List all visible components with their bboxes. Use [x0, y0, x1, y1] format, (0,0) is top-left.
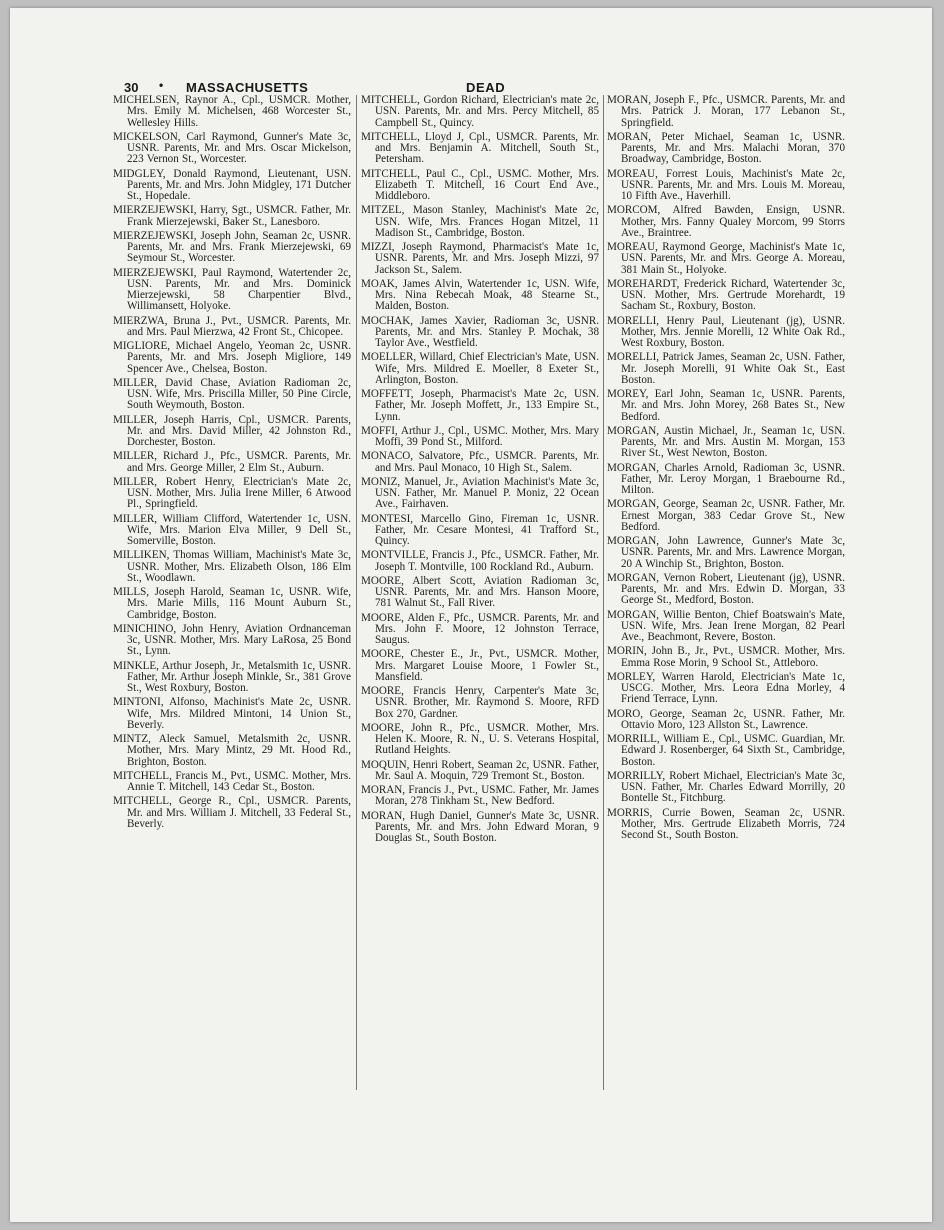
casualty-entry: MORGAN, Willie Benton, Chief Boatswain's Mate, USN. Wife, Mrs. Jean Irene Morgan, 82 Pearl Ave., Beachmont, Revere, Boston.: [607, 608, 845, 643]
casualty-entry: MICKELSON, Carl Raymond, Gunner's Mate 3c, USNR. Parents, Mr. and Mrs. Oscar Mickelson, 223 Vernon St., Worcester.: [113, 130, 351, 166]
casualty-entry: MIERZEJEWSKI, Joseph John, Seaman 2c, USNR. Parents, Mr. and Mrs. Frank Mierzejewski, 69 Seymour St., Worcester.: [113, 229, 351, 265]
casualty-entry: MILLIKEN, Thomas William, Machinist's Mate 3c, USNR. Mother, Mrs. Elizabeth Olson, 186 Elm St., Woodlawn.: [113, 549, 351, 584]
casualty-entry: MILLER, Joseph Harris, Cpl., USMCR. Parents, Mr. and Mrs. David Miller, 42 Johnston Rd., Dorchester, Boston.: [113, 413, 351, 448]
casualty-entry: MORIN, John B., Jr., Pvt., USMCR. Mother, Mrs. Emma Rose Morin, 9 School St., Attleboro.: [607, 645, 845, 669]
casualty-entry: MORCOM, Alfred Bawden, Ensign, USNR. Mother, Mrs. Fanny Qualey Morcom, 99 Storrs Ave., Braintree.: [607, 204, 845, 239]
casualty-entry: MORO, George, Seaman 2c, USNR. Father, Mr. Ottavio Moro, 123 Allston St., Lawrence.: [607, 707, 845, 731]
casualty-entry: MITCHELL, Francis M., Pvt., USMC. Mother, Mrs. Annie T. Mitchell, 143 Cedar St., Boston.: [113, 769, 351, 793]
casualty-entry: MORAN, Joseph F., Pfc., USMCR. Parents, Mr. and Mrs. Patrick J. Moran, 177 Lebanon St., Springfield.: [607, 94, 845, 129]
casualty-entry: MORAN, Hugh Daniel, Gunner's Mate 3c, USNR. Parents, Mr. and Mrs. John Edward Moran, 9 Douglas St., South Boston.: [361, 809, 599, 844]
column-divider: [603, 95, 604, 1090]
casualty-entry: MORRILLY, Robert Michael, Electrician's Mate 3c, USN. Father, Mr. Charles Edward Morrilly, 20 Bontelle St., Fitchburg.: [607, 769, 845, 805]
casualty-entry: MOORE, Alden F., Pfc., USMCR. Parents, Mr. and Mrs. John F. Moore, 12 Johnston Terrace, Saugus.: [361, 611, 599, 646]
casualty-entry: MORAN, Peter Michael, Seaman 1c, USNR. Parents, Mr. and Mrs. Malachi Moran, 370 Broadway, Cambridge, Boston.: [607, 130, 845, 166]
casualty-entry: MORRIS, Currie Bowen, Seaman 2c, USNR. Mother, Mrs. Gertrude Elizabeth Morris, 724 Second St., South Boston.: [607, 806, 845, 841]
casualty-entry: MINICHINO, John Henry, Aviation Ordnanceman 3c, USNR. Mother, Mrs. Mary LaRosa, 25 Bond St., Lynn.: [113, 622, 351, 658]
casualty-entry: MOCHAK, James Xavier, Radioman 3c, USNR. Parents, Mr. and Mrs. Stanley P. Mochak, 38 Taylor Ave., Westfield.: [361, 314, 599, 349]
casualty-entry: MOELLER, Willard, Chief Electrician's Mate, USN. Wife, Mrs. Mildred E. Moeller, 8 Exeter St., Arlington, Boston.: [361, 351, 599, 386]
column-2: [361, 95, 599, 847]
casualty-entry: MINTZ, Aleck Samuel, Metalsmith 2c, USNR. Mother, Mrs. Mary Mintz, 29 Mt. Hood Rd., Brighton, Boston.: [113, 733, 351, 768]
header-bullet: •: [159, 78, 164, 92]
casualty-entry: MOAK, James Alvin, Watertender 1c, USN. Wife, Mrs. Nina Rebecah Moak, 48 Stearne St., Malden, Boston.: [361, 277, 599, 313]
casualty-entry: MILLER, William Clifford, Watertender 1c, USN. Wife, Mrs. Marion Elva Miller, 9 Dell St., Somerville, Boston.: [113, 512, 351, 547]
casualty-entry: MORGAN, John Lawrence, Gunner's Mate 3c, USNR. Parents, Mr. and Mrs. Lawrence Morgan, 20 A Winchip St., Brighton, Boston.: [607, 535, 845, 570]
casualty-entry: MILLER, Robert Henry, Electrician's Mate 2c, USN. Mother, Mrs. Julia Irene Miller, 6 Atwood Pl., Springfield.: [113, 475, 351, 511]
casualty-entry: MITCHELL, George R., Cpl., USMCR. Parents, Mr. and Mrs. William J. Mitchell, 33 Federal St., Beverly.: [113, 795, 351, 830]
casualty-entry: MOREHARDT, Frederick Richard, Watertender 3c, USN. Mother, Mrs. Gertrude Morehardt, 19 Sacham St., Roxbury, Boston.: [607, 277, 845, 313]
section-title: DEAD: [466, 80, 506, 95]
casualty-entry: MITCHELL, Lloyd J, Cpl., USMCR. Parents, Mr. and Mrs. Benjamin A. Mitchell, South St., Petersham.: [361, 130, 599, 166]
casualty-entry: MIERZWA, Bruna J., Pvt., USMCR. Parents, Mr. and Mrs. Paul Mierzwa, 42 Front St., Chicopee.: [113, 314, 351, 338]
casualty-entry: MORGAN, Vernon Robert, Lieutenant (jg), USNR. Parents, Mr. and Mrs. Edwin D. Morgan, 33 George St., Medford, Boston.: [607, 571, 845, 607]
casualty-entry: MOORE, Francis Henry, Carpenter's Mate 3c, USNR. Brother, Mr. Raymond S. Moore, RFD Box 270, Gardner.: [361, 685, 599, 720]
casualty-entry: MILLS, Joseph Harold, Seaman 1c, USNR. Wife, Mrs. Marie Mills, 116 Mount Auburn St., Cambridge, Boston.: [113, 586, 351, 621]
casualty-entry: MONACO, Salvatore, Pfc., USMCR. Parents, Mr. and Mrs. Paul Monaco, 10 High St., Salem.: [361, 450, 599, 474]
casualty-entry: MORELLI, Henry Paul, Lieutenant (jg), USNR. Mother, Mrs. Jennie Morelli, 12 White Oak Rd., West Roxbury, Boston.: [607, 314, 845, 349]
casualty-entry: MORAN, Francis J., Pvt., USMC. Father, Mr. James Moran, 278 Tinkham St., New Bedford.: [361, 784, 599, 808]
casualty-entry: MOFFI, Arthur J., Cpl., USMC. Mother, Mrs. Mary Moffi, 39 Pond St., Milford.: [361, 424, 599, 448]
casualty-entry: MORELLI, Patrick James, Seaman 2c, USN. Father, Mr. Joseph Morelli, 91 White Oak St., East Boston.: [607, 351, 845, 386]
casualty-entry: MORLEY, Warren Harold, Electrician's Mate 1c, USCG. Mother, Mrs. Leora Edna Morley, 4 Friend Terrace, Lynn.: [607, 670, 845, 706]
casualty-entry: MONIZ, Manuel, Jr., Aviation Machinist's Mate 3c, USN. Father, Mr. Manuel P. Moniz, 22 Ocean Ave., Fairhaven.: [361, 475, 599, 511]
state-name: MASSACHUSETTS: [186, 80, 309, 95]
casualty-entry: MITCHELL, Gordon Richard, Electrician's mate 2c, USN. Parents, Mr. and Mrs. Percy Mitchell, 85 Campbell St., Quincy.: [361, 94, 599, 129]
page-number: 30: [124, 80, 139, 95]
casualty-entry: MOQUIN, Henri Robert, Seaman 2c, USNR. Father, Mr. Saul A. Moquin, 729 Tremont St., Boston.: [361, 758, 599, 782]
casualty-entry: MIDGLEY, Donald Raymond, Lieutenant, USN. Parents, Mr. and Mrs. John Midgley, 171 Dutcher St., Hopedale.: [113, 167, 351, 202]
casualty-entry: MOREY, Earl John, Seaman 1c, USNR. Parents, Mr. and Mrs. John Morey, 268 Bates St., New Bedford.: [607, 388, 845, 423]
casualty-entry: MITZEL, Mason Stanley, Machinist's Mate 2c, USN. Wife, Mrs. Frances Hogan Mitzel, 11 Madison St., Cambridge, Boston.: [361, 204, 599, 239]
casualty-entry: MOREAU, Raymond George, Machinist's Mate 1c, USN. Parents, Mr. and Mrs. George A. Moreau, 381 Main St., Holyoke.: [607, 241, 845, 276]
casualty-entry: MOREAU, Forrest Louis, Machinist's Mate 2c, USNR. Parents, Mr. and Mrs. Louis M. Moreau, 10 Fifth Ave., Haverhill.: [607, 167, 845, 202]
casualty-entry: MORGAN, Charles Arnold, Radioman 3c, USNR. Father, Mr. Leroy Morgan, 1 Braebourne Rd., Milton.: [607, 461, 845, 496]
casualty-entry: MIZZI, Joseph Raymond, Pharmacist's Mate 1c, USNR. Parents, Mr. and Mrs. Joseph Mizzi, 97 Jackson St., Salem.: [361, 241, 599, 276]
casualty-entry: MILLER, Richard J., Pfc., USMCR. Parents, Mr. and Mrs. George Miller, 2 Elm St., Auburn.: [113, 450, 351, 474]
casualty-entry: MILLER, David Chase, Aviation Radioman 2c, USN. Wife, Mrs. Priscilla Miller, 50 Pine Circle, South Weymouth, Boston.: [113, 376, 351, 412]
casualty-entry: MIERZEJEWSKI, Harry, Sgt., USMCR. Father, Mr. Frank Mierzejewski, Baker St., Lanesboro.: [113, 204, 351, 228]
casualty-entry: MONTVILLE, Francis J., Pfc., USMCR. Father, Mr. Joseph T. Montville, 100 Rockland Rd., Auburn.: [361, 549, 599, 573]
casualty-entry: MORGAN, George, Seaman 2c, USNR. Father, Mr. Ernest Morgan, 383 Cedar Grove St., New Bedford.: [607, 498, 845, 533]
casualty-entry: MINKLE, Arthur Joseph, Jr., Metalsmith 1c, USNR. Father, Mr. Arthur Joseph Minkle, Sr., 381 Grove St., West Roxbury, Boston.: [113, 659, 351, 694]
casualty-entry: MONTESI, Marcello Gino, Fireman 1c, USNR. Father, Mr. Cesare Montesi, 41 Trafford St., Quincy.: [361, 512, 599, 547]
casualty-entry: MIGLIORE, Michael Angelo, Yeoman 2c, USNR. Parents, Mr. and Mrs. Joseph Migliore, 149 Spencer Ave., Chelsea, Boston.: [113, 340, 351, 375]
casualty-entry: MINTONI, Alfonso, Machinist's Mate 2c, USNR. Wife, Mrs. Mildred Mintoni, 14 Union St., Beverly.: [113, 696, 351, 731]
casualty-entry: MICHELSEN, Raynor A., Cpl., USMCR. Mother, Mrs. Emily M. Michelsen, 468 Worcester St., Wellesley Hills.: [113, 94, 351, 129]
casualty-entry: MORGAN, Austin Michael, Jr., Seaman 1c, USN. Parents, Mr. and Mrs. Austin M. Morgan, 153 River St., West Newton, Boston.: [607, 424, 845, 460]
column-3: [607, 95, 845, 844]
casualty-entry: MOFFETT, Joseph, Pharmacist's Mate 2c, USN. Father, Mr. Joseph Moffett, Jr., 133 Empire St., Lynn.: [361, 388, 599, 423]
column-1: [113, 95, 351, 833]
casualty-entry: MOORE, Chester E., Jr., Pvt., USMCR. Mother, Mrs. Margaret Louise Moore, 1 Fowler St., Mansfield.: [361, 648, 599, 683]
casualty-entry: MIERZEJEWSKI, Paul Raymond, Watertender 2c, USN. Parents, Mr. and Mrs. Dominick Mierzejewski, 58 Charpentier Blvd., Willimansett, Holyoke.: [113, 266, 351, 313]
casualty-entry: MITCHELL, Paul C., Cpl., USMC. Mother, Mrs. Elizabeth T. Mitchell, 16 Court End Ave., Middleboro.: [361, 167, 599, 202]
casualty-entry: MOORE, John R., Pfc., USMCR. Mother, Mrs. Helen K. Moore, R. N., U. S. Veterans Hospital, Rutland Heights.: [361, 721, 599, 757]
casualty-entry: MORRILL, William E., Cpl., USMC. Guardian, Mr. Edward J. Rosenberger, 64 Sixth St., Cambridge, Boston.: [607, 733, 845, 768]
casualty-entry: MOORE, Albert Scott, Aviation Radioman 3c, USNR. Parents, Mr. and Mrs. Hanson Moore, 781 Walnut St., Fall River.: [361, 574, 599, 610]
column-divider: [356, 95, 357, 1090]
